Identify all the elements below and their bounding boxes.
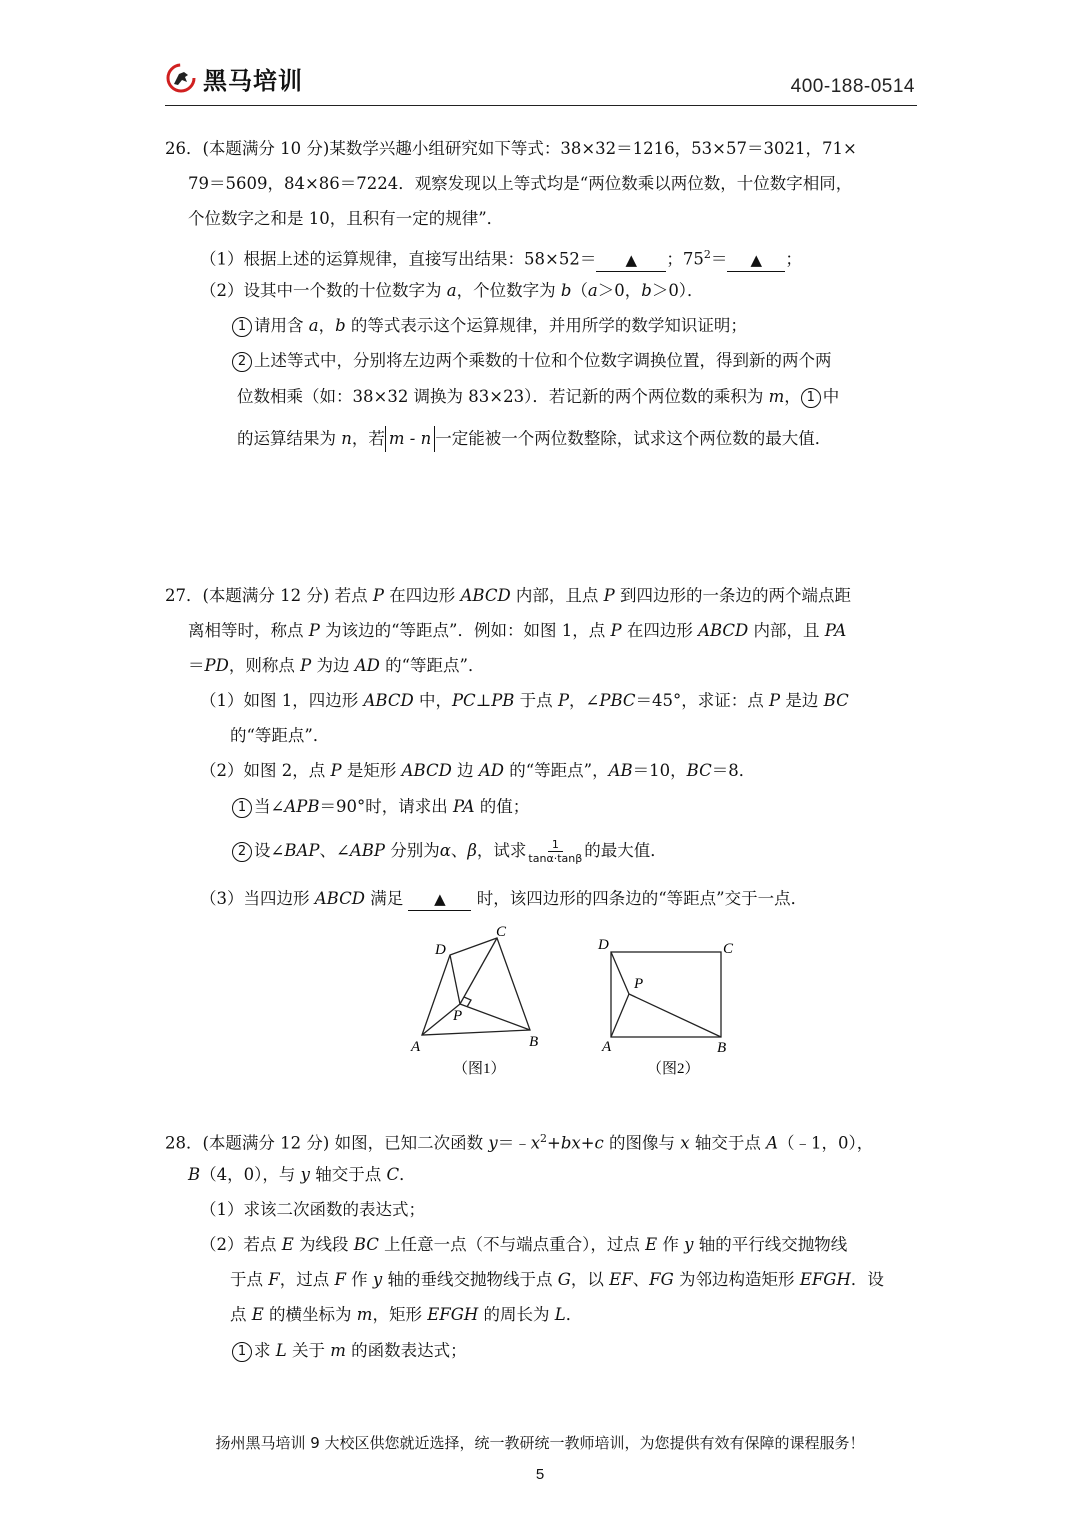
q26-part-2: （2）设其中一个数的十位数字为 a，个位数字为 b（a＞0，b＞0）． xyxy=(200,281,704,300)
fig2-label-C: C xyxy=(723,941,734,957)
circled-number: 2 xyxy=(232,842,252,862)
fig2-segment-AP xyxy=(611,994,629,1037)
q26-subpart-2: 2 上述等式中，分别将左边两个乘数的十位和个位数字调换位置，得到新的两个两 xyxy=(232,350,832,372)
answer-blank[interactable]: ▲ xyxy=(727,249,785,272)
fig1-segment-PB xyxy=(460,1004,530,1030)
figure-2 xyxy=(592,930,742,1085)
fig1-label-A: A xyxy=(411,1039,421,1055)
q26-line-3: 个位数字之和是 10，且积有一定的规律”． xyxy=(188,209,504,228)
q26-line-1: 26．(本题满分 10 分)某数学兴趣小组研究如下等式：38×32＝1216，53×57＝3021，71× xyxy=(165,139,857,158)
q28-line-2: B（4，0），与 y 轴交于点 C． xyxy=(188,1165,416,1184)
fig2-label-B: B xyxy=(717,1040,727,1056)
fig2-label-A: A xyxy=(602,1039,612,1055)
fig1-caption: （图1） xyxy=(453,1061,506,1077)
q28-part-2-line-2: 于点 F，过点 F 作 y 轴的垂线交抛物线于点 G，以 EF、FG 为邻边构造矩形 EFGH．设 xyxy=(230,1270,884,1289)
horse-logo-icon xyxy=(165,62,197,94)
header-divider xyxy=(165,105,917,106)
fig2-segment-PB xyxy=(629,994,721,1037)
fig1-label-B: B xyxy=(529,1034,539,1050)
logo-text: 黑马培训 xyxy=(203,66,303,95)
q27-part-3: （3）当四边形 ABCD 满足 ▲ 时，该四边形的四条边的“等距点”交于一点． xyxy=(200,888,807,911)
q26-subpart-2-line-2: 位数相乘（如：38×32 调换为 83×23）．若记新的两个两位数的乘积为 m， 1 中 xyxy=(237,387,840,406)
footer-slogan: 扬州黑马培训 9 大校区供您就近选择，统一教研统一教师培训，为您提供有效有保障的课程服务！ xyxy=(215,1434,865,1452)
figure-1 xyxy=(405,918,555,1083)
circled-number: 2 xyxy=(232,352,252,372)
answer-blank[interactable]: ▲ xyxy=(408,888,471,911)
q27-line-3: ＝PD，则称点 P 为边 AD 的“等距点”． xyxy=(188,656,485,675)
phone-number: 400-188-0514 xyxy=(790,76,915,97)
fig1-label-D: D xyxy=(435,942,446,958)
q27-line-2: 离相等时，称点 P 为该边的“等距点”．例如：如图 1，点 P 在四边形 ABCD 内部，且 PA xyxy=(188,621,847,640)
fig1-label-P: P xyxy=(453,1008,463,1024)
circled-number: 1 xyxy=(232,798,252,818)
q28-part-2: （2）若点 E 为线段 BC 上任意一点（不与端点重合），过点 E 作 y 轴的平行线交抛物线 xyxy=(200,1235,848,1254)
circled-number: 1 xyxy=(232,317,252,337)
q26-subpart-1: 1 请用含 a，b 的等式表示这个运算规律，并用所学的数学知识证明； xyxy=(232,315,747,337)
page-number: 5 xyxy=(535,1466,545,1483)
fig2-rectangle xyxy=(611,952,721,1037)
fig2-label-P: P xyxy=(634,976,644,992)
q27-subpart-1: 1 当∠APB＝90°时，请求出 PA 的值； xyxy=(232,796,529,818)
absolute-value: m - n xyxy=(385,426,435,452)
fig1-label-C: C xyxy=(496,924,507,940)
fig1-segment-DP xyxy=(450,955,460,1004)
q26-subpart-2-line-3: 的运算结果为 n，若 m - n 一定能被一个两位数整除，试求这个两位数的最大值． xyxy=(237,426,831,452)
q27-part-2: （2）如图 2，点 P 是矩形 ABCD 边 AD 的“等距点”，AB＝10，BC＝8． xyxy=(200,761,756,780)
q28-line-1: 28．(本题满分 12 分) 如图，已知二次函数 $y=﹣x^2+bx+c$ 的图像与 x 轴交于点 A（﹣1，0）， xyxy=(165,1132,874,1153)
fig2-caption: （图2） xyxy=(647,1061,700,1077)
q27-part-1-line-2: 的“等距点”． xyxy=(230,726,330,745)
answer-blank[interactable]: ▲ xyxy=(596,249,666,272)
q28-subpart-1: 1 求 L 关于 m 的函数表达式； xyxy=(232,1340,467,1362)
q27-part-1: （1）如图 1，四边形 ABCD 中，PC⊥PB 于点 P，∠PBC＝45°，求证：点 P 是边 BC xyxy=(200,691,849,710)
circled-number: 1 xyxy=(801,388,821,408)
circled-number: 1 xyxy=(232,1342,252,1362)
brand-logo xyxy=(165,60,303,96)
fig1-segment-PC xyxy=(460,938,497,1004)
fig2-label-D: D xyxy=(598,937,609,953)
q28-part-1: （1）求该二次函数的表达式； xyxy=(200,1200,425,1219)
fig2-segment-DP xyxy=(611,952,629,994)
q27-line-1: 27．(本题满分 12 分) 若点 P 在四边形 ABCD 内部，且点 P 到四边形的一条边的两个端点距 xyxy=(165,586,852,605)
fraction: $\frac{1}{\tan\alpha\cdot\tan\beta}$ xyxy=(528,838,583,865)
q26-line-2: 79＝5609，84×86＝7224．观察发现以上等式均是“两位数乘以两位数，十位数字相同， xyxy=(188,174,853,193)
q27-subpart-2: 2 设∠BAP、∠ABP 分别为α、β，试求 $\frac{1}{\tan\alpha\cdot\tan\beta}$ 的最大值． xyxy=(232,838,667,865)
q26-part-1: （1）根据上述的运算规律，直接写出结果：58×52＝ ▲ ；$75^2=$ ▲ ； xyxy=(200,244,802,272)
q28-part-2-line-3: 点 E 的横坐标为 m，矩形 EFGH 的周长为 L． xyxy=(230,1305,583,1324)
